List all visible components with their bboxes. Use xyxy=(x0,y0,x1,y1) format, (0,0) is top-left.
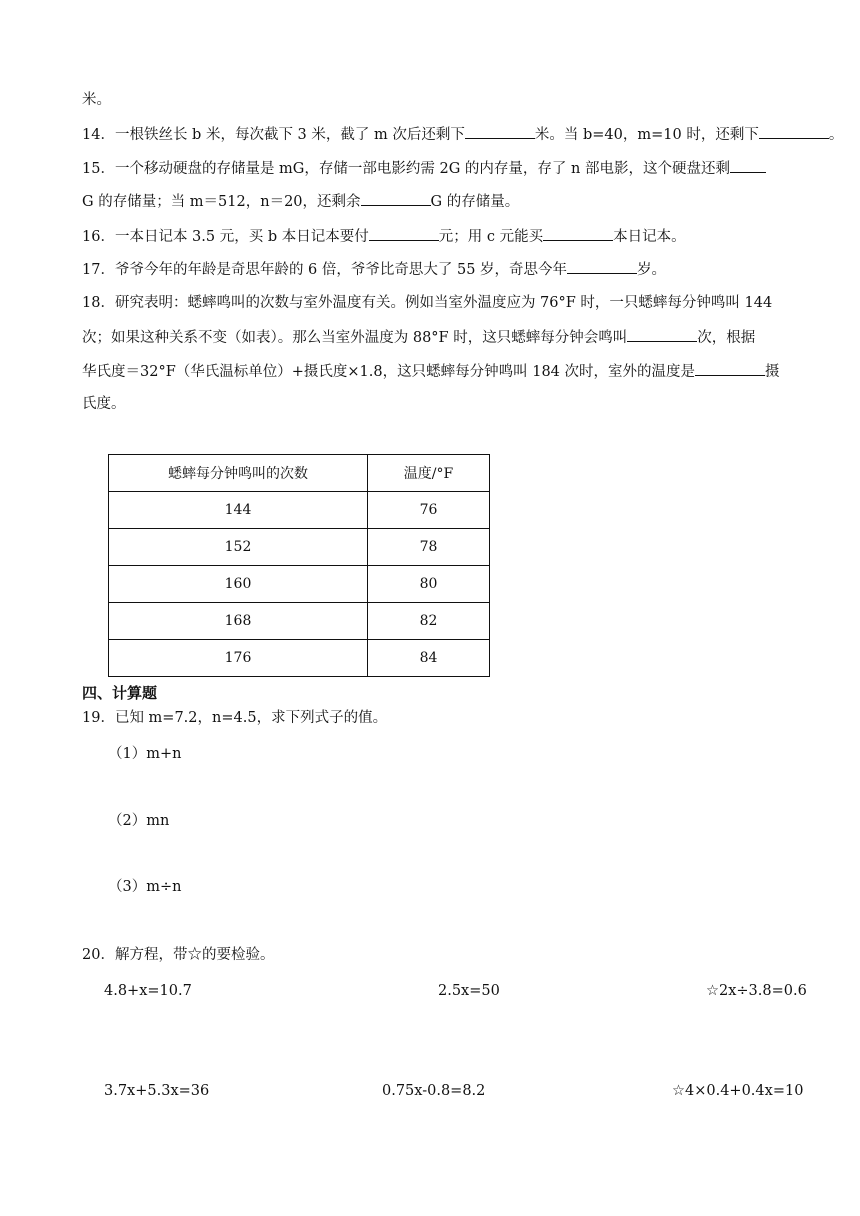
table-cell: 84 xyxy=(368,640,490,677)
question-18-line2 xyxy=(82,327,755,348)
question-19-stem: 19．已知 m=7.2，n=4.5，求下列式子的值。 xyxy=(82,710,388,726)
q16-text-a: 16．一本日记本 3.5 元，买 b 本日记本要付 xyxy=(82,229,369,245)
equation: 2.5x=50 xyxy=(438,983,500,999)
question-20-stem: 20．解方程，带☆的要检验。 xyxy=(82,947,275,963)
table-header-cell: 温度/°F xyxy=(368,455,490,492)
question-19-part2: （2）mn xyxy=(108,813,170,829)
question-18-line3 xyxy=(82,361,780,382)
q16-text-b: 元；用 c 元能买 xyxy=(438,229,544,245)
q18-text-l2b: 次，根据 xyxy=(697,330,756,346)
question-15-line2 xyxy=(82,191,519,212)
answer-blank[interactable] xyxy=(759,124,829,139)
table-header-row xyxy=(109,455,490,492)
q15-text-l2b: G 的存储量。 xyxy=(430,194,520,210)
table-cell: 144 xyxy=(109,492,368,529)
table-cell: 176 xyxy=(109,640,368,677)
table-cell: 82 xyxy=(368,603,490,640)
question-18-line1: 18．研究表明：蟋蟀鸣叫的次数与室外温度有关。例如当室外温度应为 76°F 时，一只蟋蟀每分钟鸣叫 144 xyxy=(82,295,773,311)
table-row xyxy=(109,566,490,603)
question-16 xyxy=(82,226,686,247)
table-cell: 78 xyxy=(368,529,490,566)
table-row xyxy=(109,640,490,677)
answer-blank[interactable] xyxy=(567,259,637,274)
answer-blank[interactable] xyxy=(695,361,765,376)
question-14 xyxy=(82,124,844,145)
q15-text-l1: 15．一个移动硬盘的存储量是 mG，存储一部电影约需 2G 的内存量，存了 n 部电影，这个硬盘还剩 xyxy=(82,161,730,177)
q14-text-a: 14．一根铁丝长 b 米，每次截下 3 米，截了 m 次后还剩下 xyxy=(82,127,465,143)
answer-blank[interactable] xyxy=(361,191,431,206)
answer-blank[interactable] xyxy=(465,124,535,139)
table-header-cell: 蟋蟀每分钟鸣叫的次数 xyxy=(109,455,368,492)
section-heading: 四、计算题 xyxy=(82,684,158,702)
equation: 4.8+x=10.7 xyxy=(104,983,192,999)
table-cell: 80 xyxy=(368,566,490,603)
question-15-line1 xyxy=(82,158,766,179)
question-19-part1: （1）m+n xyxy=(108,746,182,762)
answer-blank[interactable] xyxy=(369,226,439,241)
equation: 3.7x+5.3x=36 xyxy=(104,1083,210,1099)
answer-blank[interactable] xyxy=(730,158,766,173)
q18-text-l3a: 华氏度＝32°F（华氏温标单位）+摄氏度×1.8，这只蟋蟀每分钟鸣叫 184 次时，室外的温度是 xyxy=(82,364,696,380)
q15-text-l2a: G 的存储量；当 m＝512，n＝20，还剩余 xyxy=(82,194,361,210)
equation: 0.75x-0.8=8.2 xyxy=(382,1083,486,1099)
q14-text-b: 米。当 b=40，m=10 时，还剩下 xyxy=(534,127,759,143)
equation: ☆2x÷3.8=0.6 xyxy=(706,983,807,999)
q13-tail: 米。 xyxy=(82,92,111,108)
question-17 xyxy=(82,259,666,280)
table-row xyxy=(109,492,490,529)
q17-text-a: 17．爷爷今年的年龄是奇思年龄的 6 倍，爷爷比奇思大了 55 岁，奇思今年 xyxy=(82,262,568,278)
table-cell: 152 xyxy=(109,529,368,566)
q14-text-c: 。 xyxy=(828,127,844,143)
question-18-line4: 氏度。 xyxy=(82,396,126,412)
question-19-part3: （3）m÷n xyxy=(108,879,182,895)
equation: ☆4×0.4+0.4x=10 xyxy=(672,1083,804,1099)
q18-text-l2a: 次；如果这种关系不变（如表）。那么当室外温度为 88°F 时，这只蟋蟀每分钟会鸣叫 xyxy=(82,330,628,346)
table-cell: 168 xyxy=(109,603,368,640)
table-row xyxy=(109,603,490,640)
cricket-temperature-table xyxy=(108,454,490,677)
answer-blank[interactable] xyxy=(543,226,613,241)
q16-text-c: 本日记本。 xyxy=(613,229,686,245)
table-row xyxy=(109,529,490,566)
table-cell: 160 xyxy=(109,566,368,603)
answer-blank[interactable] xyxy=(627,327,697,342)
table-cell: 76 xyxy=(368,492,490,529)
q17-text-b: 岁。 xyxy=(637,262,667,278)
q18-text-l3b: 摄 xyxy=(765,364,780,380)
